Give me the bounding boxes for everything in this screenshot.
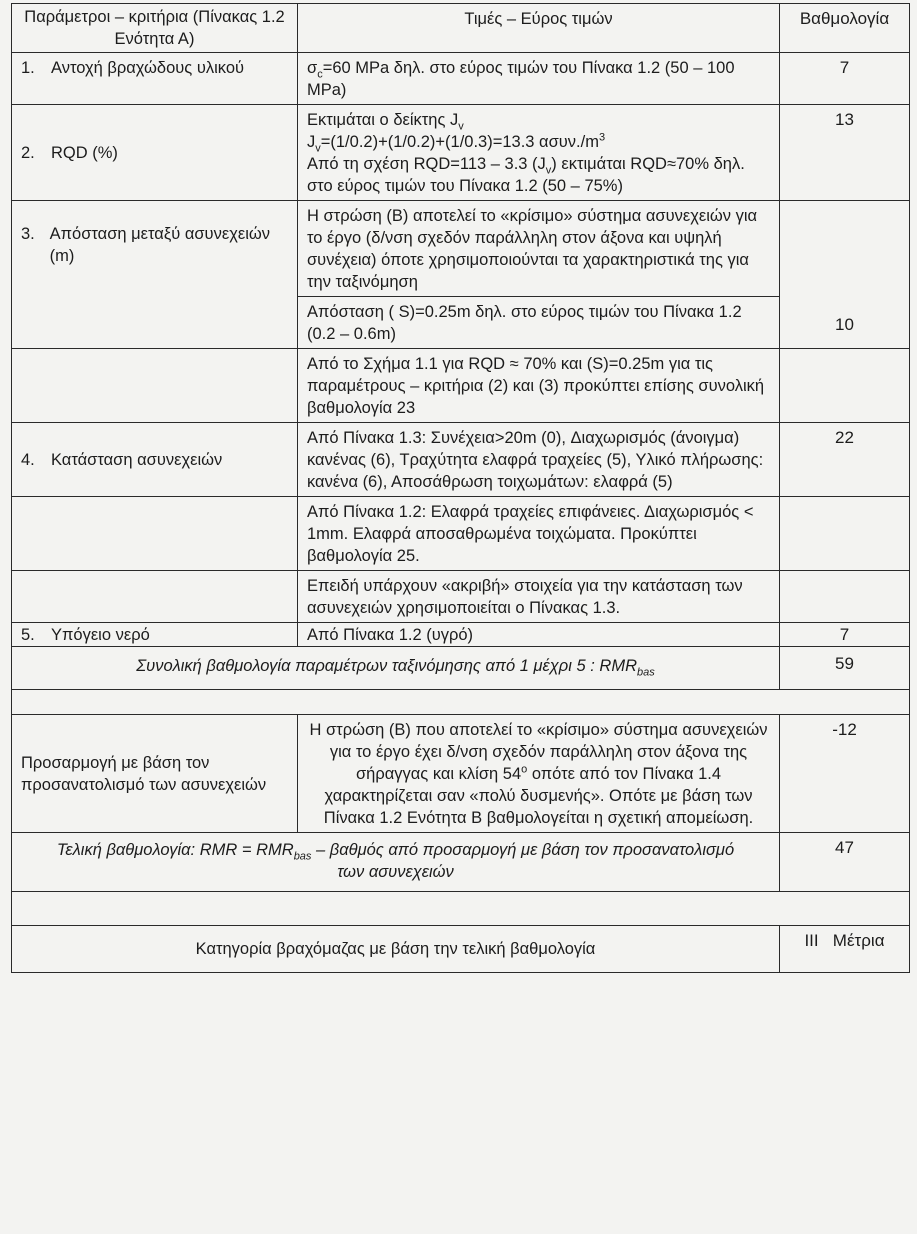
- category-class: III: [804, 931, 819, 950]
- value-cell: [298, 105, 780, 201]
- score-cell: 13: [780, 105, 910, 201]
- table-row: [12, 497, 910, 571]
- adjustment-score: -12: [780, 715, 910, 833]
- value-cell: Από το Σχήμα 1.1 για RQD ≈ 70% και (S)=0.25m για τις παραμέτρους – κριτήρια (2) και (3) προκύπτει επίσης συνολική βαθμολογία 23: [298, 349, 780, 423]
- subscript: v: [315, 142, 321, 155]
- parameter-cell: [12, 53, 298, 105]
- value-cell: Απόσταση ( S)=0.25m δηλ. στο εύρος τιμών του Πίνακα 1.2 (0.2 – 0.6m): [298, 297, 780, 349]
- value-cell: Από Πίνακα 1.3: Συνέχεια>20m (0), Διαχωρισμός (άνοιγμα) κανένας (6), Τραχύτητα ελαφρά τραχείες (5), Υλικό πλήρωσης: κανένα (6), Αποσάθρωση τοιχωμάτων: ελαφρά (5): [298, 423, 780, 497]
- score-cell: 7: [780, 53, 910, 105]
- adjustment-parameter: Προσαρμογή με βάση τον προσανατολισμό των ασυνεχειών: [12, 715, 298, 833]
- final-text: Τελική βαθμολογία: RMR = RMR: [56, 841, 294, 859]
- value-text: Εκτιμάται ο δείκτης J: [307, 111, 459, 129]
- subscript: bas: [293, 850, 312, 863]
- table-row: [12, 571, 910, 623]
- score-cell: [780, 497, 910, 571]
- row-number: 4.: [21, 451, 35, 469]
- table-row: [12, 349, 910, 423]
- value-cell: Από Πίνακα 1.2: Ελαφρά τραχείες επιφάνειες. Διαχωρισμός < 1mm. Ελαφρά αποσαθρωμένα τοιχώματα. Προκύπτει βαθμολογία 25.: [298, 497, 780, 571]
- value-line: [307, 153, 770, 197]
- category-value: [780, 926, 910, 973]
- parameter-name: Απόσταση μεταξύ ασυνεχειών (m): [49, 224, 271, 265]
- spacer-cell: [12, 690, 910, 715]
- subscript: v: [545, 164, 552, 177]
- value-text: Από τη σχέση RQD=113 – 3.3 (J: [307, 155, 546, 173]
- sigma-symbol: σ: [307, 59, 318, 77]
- parameter-cell: [12, 571, 298, 623]
- parameter-cell: [12, 349, 298, 423]
- value-text: οπότε από τον Πίνακα 1.4 χαρακτηρίζεται σαν «πολύ δυσμενής». Οπότε με βάση των Πίνακα 1.2 Ενότητα Β βαθμολογείται η σχετική απομείωση.: [323, 765, 754, 827]
- subscript: bas: [637, 666, 655, 679]
- table-row: [12, 623, 910, 647]
- row-number: 5.: [21, 626, 35, 644]
- value-text: Η στρώση (Β) που αποτελεί το «κρίσιμο» σύστημα ασυνεχειών για το έργο έχει δ/νση σχεδόν παράλληλη στον άξονα της σήραγγας και κλίση 54: [309, 721, 768, 783]
- final-text: – βαθμός από προσαρμογή με βάση τον προσανατολισμό των ασυνεχειών: [311, 841, 735, 881]
- score-cell: 10: [780, 201, 910, 349]
- value-cell: Από Πίνακα 1.2 (υγρό): [298, 623, 780, 647]
- category-row: [12, 926, 910, 973]
- parameter-name: Αντοχή βραχώδους υλικού: [51, 59, 245, 77]
- score-cell: [780, 571, 910, 623]
- superscript: 3: [598, 131, 606, 144]
- row-number: 2.: [21, 144, 35, 162]
- table-row: [12, 53, 910, 105]
- spacer-row: [12, 690, 910, 715]
- value-cell: [298, 53, 780, 105]
- header-row: [12, 4, 910, 53]
- table-row: [12, 105, 910, 201]
- parameter-cell: [12, 201, 298, 349]
- header-score: Βαθμολογία: [780, 4, 910, 53]
- parameter-name: Κατάσταση ασυνεχειών: [51, 451, 223, 469]
- value-cell: Η στρώση (Β) αποτελεί το «κρίσιμο» σύστημα ασυνεχειών για το έργο (δ/νση σχεδόν παράλληλη στον άξονα και υψηλή συνέχεια) όποτε χρησιμοποιούνται τα χαρακτηριστικά της για την ταξινόμηση: [298, 201, 780, 297]
- table-row: [12, 423, 910, 497]
- category-name: Μέτρια: [832, 931, 885, 950]
- final-row: [12, 833, 910, 892]
- subscript: v: [458, 120, 464, 133]
- category-label: Κατηγορία βραχόμαζας με βάση την τελική βαθμολογία: [12, 926, 780, 973]
- adjustment-value: [298, 715, 780, 833]
- sigma-subscript: c: [317, 68, 323, 81]
- adjustment-row: [12, 715, 910, 833]
- score-cell: [780, 349, 910, 423]
- total-basic-label: [12, 647, 780, 690]
- parameter-name: Υπόγειο νερό: [51, 626, 150, 644]
- parameter-name: RQD (%): [51, 144, 118, 162]
- parameter-cell: [12, 497, 298, 571]
- final-label: [12, 833, 780, 892]
- total-basic-row: [12, 647, 910, 690]
- value-line: [307, 109, 770, 131]
- value-text: =60 MPa δηλ. στο εύρος τιμών του Πίνακα 1.2 (50 – 100 MPa): [307, 59, 735, 99]
- final-score: 47: [780, 833, 910, 892]
- row-number: 1.: [21, 59, 35, 77]
- value-line: [307, 131, 770, 153]
- header-values: Τιμές – Εύρος τιμών: [298, 4, 780, 53]
- header-parameters: Παράμετροι – κριτήρια (Πίνακας 1.2 Ενότητα Α): [12, 4, 298, 53]
- total-basic-text: Συνολική βαθμολογία παραμέτρων ταξινόμησης από 1 μέχρι 5 : RMR: [136, 657, 637, 675]
- value-text: ) εκτιμάται RQD≈70% δηλ. στο εύρος τιμών του Πίνακα 1.2 (50 – 75%): [307, 155, 745, 195]
- superscript: o: [521, 763, 528, 776]
- rmr-classification-table: [11, 3, 910, 973]
- total-basic-score: 59: [780, 647, 910, 690]
- parameter-cell: [12, 423, 298, 497]
- value-cell: Επειδή υπάρχουν «ακριβή» στοιχεία για την κατάσταση των ασυνεχειών χρησιμοποιείται ο Πίνακας 1.3.: [298, 571, 780, 623]
- parameter-cell: [12, 105, 298, 201]
- spacer-row: [12, 892, 910, 926]
- row-number: 3.: [21, 224, 35, 243]
- table-row: [12, 201, 910, 297]
- value-text: J: [307, 133, 316, 151]
- spacer-cell: [12, 892, 910, 926]
- score-cell: 22: [780, 423, 910, 497]
- score-cell: 7: [780, 623, 910, 647]
- value-text: =(1/0.2)+(1/0.2)+(1/0.3)=13.3 ασυν./m: [320, 133, 599, 151]
- parameter-cell: [12, 623, 298, 647]
